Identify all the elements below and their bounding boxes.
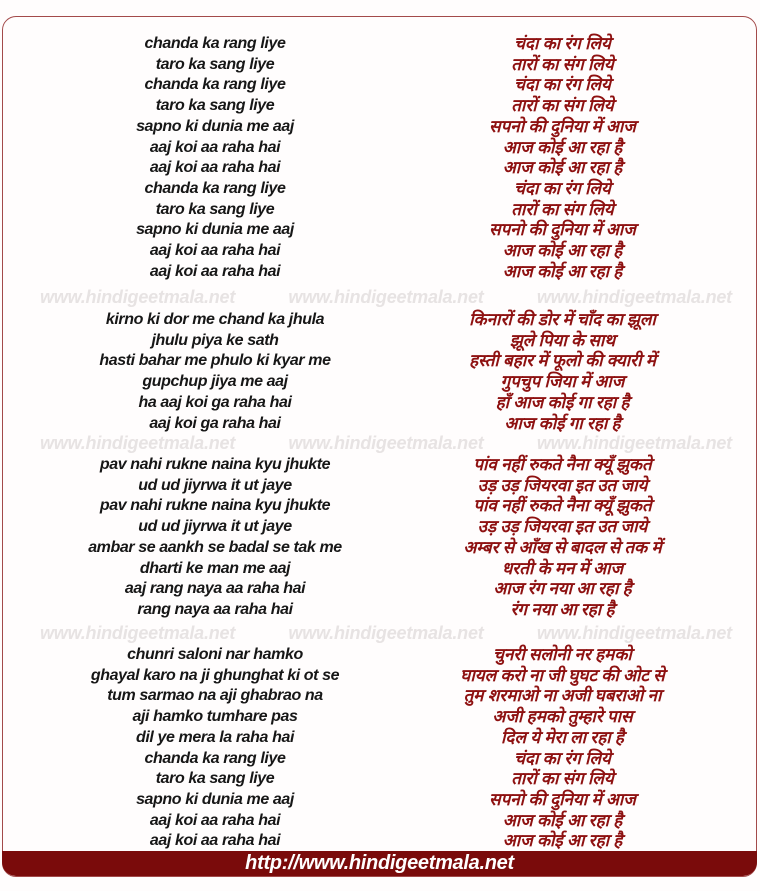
- lyric-line-hindi: तारों का संग लिये: [511, 769, 614, 789]
- lyric-line-hindi: चंदा का रंग लिये: [514, 748, 611, 768]
- lyric-line-hindi: हाँ आज कोई गा रहा है: [495, 392, 630, 412]
- lyric-line-latin: dil ye mera la raha hai: [136, 728, 294, 746]
- lyric-line-hindi: गुपचुप जिया में आज: [500, 372, 625, 392]
- lyric-line-latin: aji hamko tumhare pas: [132, 708, 298, 726]
- latin-lyrics-column: [0, 310, 430, 434]
- lyric-line-latin: aaj koi aa raha hai: [149, 159, 281, 177]
- lyric-line-latin: jhulu piya ke sath: [151, 331, 279, 349]
- lyric-line-latin: taro ka sang liye: [155, 200, 275, 218]
- watermark-text: www.hindigeetmala.net: [288, 287, 484, 307]
- lyric-line-latin: dharti ke man me aaj: [139, 559, 291, 577]
- watermark-text: www.hindigeetmala.net: [288, 623, 484, 643]
- lyric-line-hindi: पांव नहीं रुकते नैना क्यूँ झुकते: [473, 455, 652, 474]
- lyric-line-latin: ud ud jiyrwa it ut jaye: [138, 518, 292, 536]
- latin-lyrics-column: [0, 645, 430, 852]
- watermark-text: www.hindigeetmala.net: [40, 433, 236, 453]
- watermark-text: www.hindigeetmala.net: [536, 623, 732, 643]
- hindi-lyrics-column: [430, 455, 695, 621]
- watermark-row: [0, 287, 760, 307]
- lyric-line-latin: ambar se aankh se badal se tak me: [88, 538, 342, 556]
- lyric-line-latin: sapno ki dunia me aaj: [136, 117, 294, 135]
- lyric-line-hindi: हस्ती बहार में फूलो की क्यारी में: [469, 351, 656, 371]
- lyric-line-latin: sapno ki dunia me aaj: [136, 221, 294, 239]
- lyric-line-latin: chanda ka rang liye: [144, 749, 286, 767]
- lyric-line-hindi: अजी हमको तुम्हारे पास: [492, 707, 633, 727]
- lyric-line-latin: rang naya aa raha hai: [137, 600, 293, 618]
- lyric-line-hindi: धरती के मन में आज: [501, 558, 624, 578]
- lyric-line-latin: hasti bahar me phulo ki kyar me: [99, 352, 331, 370]
- lyric-line-hindi: सपनो की दुनिया में आज: [489, 789, 636, 809]
- lyric-line-latin: aaj koi aa raha hai: [149, 242, 281, 260]
- lyric-line-latin: chanda ka rang liye: [144, 179, 286, 197]
- lyric-line-hindi: पांव नहीं रुकते नैना क्यूँ झुकते: [473, 496, 652, 516]
- lyric-line-latin: chunri saloni nar hamko: [127, 646, 303, 663]
- lyric-line-latin: taro ka sang liye: [155, 55, 275, 73]
- lyric-line-latin: taro ka sang liye: [155, 770, 275, 788]
- lyric-line-hindi: तारों का संग लिये: [511, 54, 614, 74]
- lyric-line-hindi: आज कोई आ रहा है: [502, 137, 623, 157]
- watermark-text: www.hindigeetmala.net: [536, 433, 732, 453]
- lyric-line-latin: taro ka sang liye: [155, 97, 275, 115]
- lyric-line-hindi: आज कोई आ रहा है: [502, 831, 623, 851]
- footer-url[interactable]: http://www.hindigeetmala.net: [245, 852, 514, 874]
- lyric-line-latin: aaj rang naya aa raha hai: [124, 580, 306, 598]
- lyric-line-latin: aaj koi aa raha hai: [149, 138, 281, 156]
- lyric-line-hindi: तुम शरमाओ ना अजी घबराओ ना: [463, 686, 662, 706]
- lyric-line-latin: ud ud jiyrwa it ut jaye: [138, 476, 292, 494]
- lyric-line-hindi: सपनो की दुनिया में आज: [489, 220, 636, 240]
- lyric-line-latin: gupchup jiya me aaj: [142, 373, 288, 391]
- lyric-line-latin: aaj koi aa raha hai: [149, 262, 281, 280]
- latin-lyrics-column: [0, 34, 430, 282]
- lyric-line-hindi: आज रंग नया आ रहा है: [493, 579, 632, 599]
- lyric-line-hindi: रंग नया आ रहा है: [510, 599, 615, 619]
- lyric-line-hindi: उड़ उड़ जियरवा इत उत जाये: [477, 475, 648, 495]
- lyric-line-latin: chanda ka rang liye: [144, 76, 286, 94]
- lyric-line-hindi: घायल करो ना जी घुघट की ओट से: [460, 665, 665, 685]
- lyric-line-latin: ha aaj koi ga raha hai: [138, 393, 292, 411]
- lyric-line-hindi: झूले पिया के साथ: [509, 330, 616, 350]
- lyric-line-latin: chanda ka rang liye: [144, 35, 286, 52]
- lyric-line-hindi: तारों का संग लिये: [511, 199, 614, 219]
- lyric-line-hindi: चंदा का रंग लिये: [514, 75, 611, 95]
- lyric-line-hindi: आज कोई आ रहा है: [502, 261, 623, 281]
- lyric-line-latin: pav nahi rukne naina kyu jhukte: [99, 456, 331, 473]
- watermark-row: [0, 433, 760, 453]
- lyric-line-latin: sapno ki dunia me aaj: [136, 790, 294, 808]
- lyric-line-latin: aaj koi ga raha hai: [149, 414, 281, 432]
- lyric-line-hindi: चंदा का रंग लिये: [514, 178, 611, 198]
- hindi-lyrics-column: [430, 645, 695, 852]
- lyric-line-hindi: अम्बर से आँख से बादल से तक में: [463, 537, 662, 557]
- lyric-line-hindi: आज कोई आ रहा है: [502, 241, 623, 261]
- lyric-line-hindi: किनारों की डोर में चाँद का झूला: [469, 310, 656, 329]
- hindi-lyrics-column: [430, 34, 695, 282]
- lyric-line-latin: aaj koi aa raha hai: [149, 811, 281, 829]
- lyric-line-hindi: आज कोई गा रहा है: [504, 413, 621, 433]
- lyric-line-hindi: दिल ये मेरा ला रहा है: [501, 727, 624, 747]
- hindi-lyrics-column: [430, 310, 695, 434]
- lyric-line-latin: pav nahi rukne naina kyu jhukte: [99, 497, 331, 515]
- lyric-line-hindi: उड़ उड़ जियरवा इत उत जाये: [477, 517, 648, 537]
- watermark-text: www.hindigeetmala.net: [40, 623, 236, 643]
- watermark-text: www.hindigeetmala.net: [40, 287, 236, 307]
- lyric-line-latin: tum sarmao na aji ghabrao na: [107, 687, 323, 705]
- watermark-row: [0, 623, 760, 643]
- lyric-line-latin: kirno ki dor me chand ka jhula: [105, 311, 325, 328]
- lyric-line-hindi: आज कोई आ रहा है: [502, 158, 623, 178]
- latin-lyrics-column: [0, 455, 430, 621]
- lyric-line-hindi: चंदा का रंग लिये: [514, 34, 611, 53]
- lyric-line-hindi: आज कोई आ रहा है: [502, 810, 623, 830]
- footer-bar: [2, 851, 757, 876]
- lyric-line-latin: aaj koi aa raha hai: [149, 832, 281, 850]
- watermark-text: www.hindigeetmala.net: [536, 287, 732, 307]
- lyric-line-hindi: चुनरी सलोनी नर हमको: [493, 645, 632, 664]
- lyric-line-hindi: सपनो की दुनिया में आज: [489, 116, 636, 136]
- lyric-line-latin: ghayal karo na ji ghunghat ki ot se: [90, 666, 340, 684]
- watermark-text: www.hindigeetmala.net: [288, 433, 484, 453]
- lyric-line-hindi: तारों का संग लिये: [511, 96, 614, 116]
